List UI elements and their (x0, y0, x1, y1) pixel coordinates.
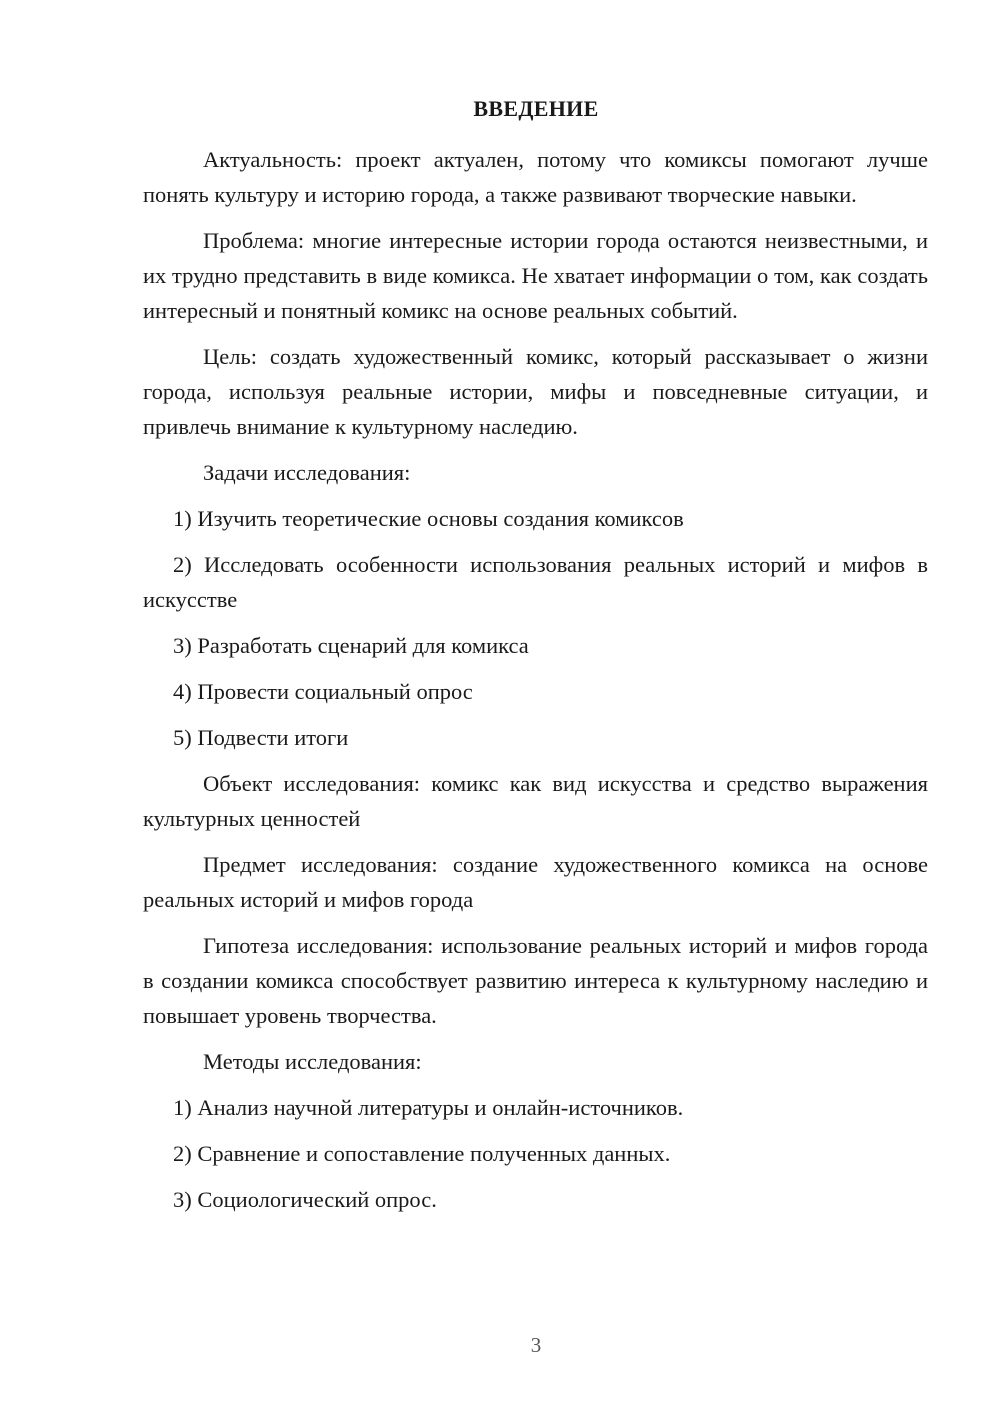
body-text (143, 142, 928, 1228)
task-item-3: 3) Разработать сценарий для комикса (173, 633, 529, 658)
subject-paragraph: Предмет исследования: создание художественного комикса на основе реальных историй и мифов города (143, 852, 928, 912)
object-paragraph: Объект исследования: комикс как вид искусства и средство выражения культурных ценностей (143, 771, 928, 831)
task-item-5: 5) Подвести итоги (173, 725, 349, 750)
task-item-4: 4) Провести социальный опрос (173, 679, 473, 704)
task-item-2: 2) Исследовать особенности использования реальных историй и мифов в искусстве (143, 552, 928, 612)
relevance-paragraph: Актуальность: проект актуален, потому что комиксы помогают лучше понять культуру и историю города, а также развивают творческие навыки. (143, 147, 928, 207)
methods-heading: Методы исследования: (203, 1049, 422, 1074)
method-item-1: 1) Анализ научной литературы и онлайн-источников. (173, 1095, 684, 1120)
goal-paragraph: Цель: создать художественный комикс, который рассказывает о жизни города, используя реальные истории, мифы и повседневные ситуации, и привлечь внимание к культурному наследию. (143, 344, 928, 439)
method-item-3: 3) Социологический опрос. (173, 1187, 437, 1212)
method-item-2: 2) Сравнение и сопоставление полученных данных. (173, 1141, 671, 1166)
tasks-heading: Задачи исследования: (203, 460, 411, 485)
page-number: 3 (530, 1333, 542, 1357)
problem-paragraph: Проблема: многие интересные истории города остаются неизвестными, и их трудно представить в виде комикса. Не хватает информации о том, как создать интересный и понятный комикс на основе реальных событий. (143, 228, 928, 323)
section-title: ВВЕДЕНИЕ (473, 96, 599, 121)
task-item-1: 1) Изучить теоретические основы создания комиксов (173, 506, 684, 531)
hypothesis-paragraph: Гипотеза исследования: использование реальных историй и мифов города в создании комикса способствует развитию интереса к культурному наследию и повышает уровень творчества. (143, 933, 928, 1028)
